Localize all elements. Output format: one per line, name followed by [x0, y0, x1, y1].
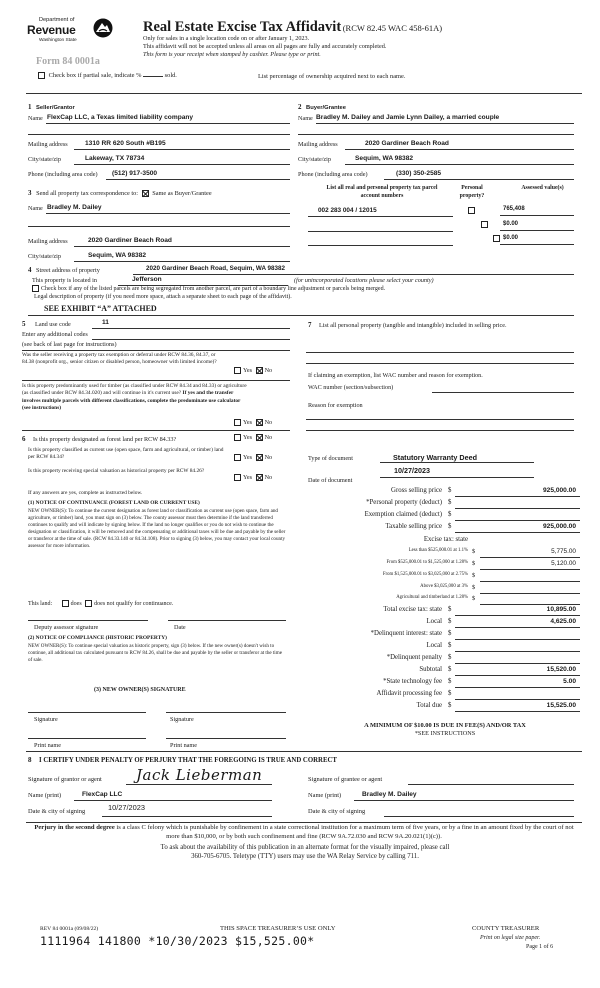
divider: [26, 93, 582, 94]
personal-property-heading: 7 List all personal property (tangible and intangible) included in selling price.: [308, 321, 507, 329]
tax-row-interest-state: *Delinquent interest: state $: [300, 630, 580, 641]
tax-row-total-due: Total due $ 15,525.00: [300, 702, 580, 713]
seller-name-label: Name: [28, 115, 43, 122]
print-legal-note: Print on legal size paper.: [480, 935, 541, 941]
new-owner-signature-heading: (3) NEW OWNER(S) SIGNATURE: [94, 687, 186, 693]
buyer-phone-field[interactable]: (330) 350-2585: [396, 170, 442, 177]
certify-heading: 8 I CERTIFY UNDER PENALTY OF PERJURY THAT THE FOREGOING IS TRUE AND CORRECT: [28, 756, 337, 764]
forest-q3-yes-checkbox[interactable]: [234, 474, 241, 481]
seller-city-label: City/state/zip: [28, 156, 61, 163]
logo-state-line: Washington State: [39, 38, 77, 43]
personal-property-col-header: Personal property?: [459, 185, 485, 199]
tax-row-penalty: *Delinquent penalty $: [300, 654, 580, 665]
treasurer-space-label: THIS SPACE TREASURER’S USE ONLY: [220, 925, 336, 932]
header-note-3: This form is your receipt when stamped by cashier. Please type or print.: [143, 51, 321, 58]
forest-q1: 6 Is this property designated as forest land per RCW 84.33?: [22, 435, 177, 443]
assessed-value-1[interactable]: 765,408: [503, 206, 525, 212]
tax-row-tech-fee: *State technology fee $ 5.00: [300, 678, 580, 689]
seller-mailing-label: Mailing address: [28, 141, 68, 148]
forest-q3-no-checkbox[interactable]: [256, 474, 263, 481]
segregated-row: Check box if any of the listed parcels are being segregated from another parcel, are part of a boundary line adjustment or parcels being merged.: [32, 285, 385, 293]
bracket-row-1: Less than $525,000.01 at 1.1% $ 5,775.00: [300, 548, 580, 559]
parcel-number-1[interactable]: 002 283 004 / 12015: [318, 207, 377, 214]
deputy-date-label: Date: [174, 624, 186, 631]
local-tax-field[interactable]: 4,625.00: [550, 618, 576, 625]
buyer-city-field[interactable]: Sequim, WA 98382: [355, 155, 414, 162]
document-date-label: Date of document: [308, 477, 353, 484]
grantor-name-field[interactable]: FlexCap LLC: [82, 791, 123, 798]
forest-q1-no-checkbox[interactable]: [256, 434, 263, 441]
located-in-label: This property is located in: [32, 277, 97, 284]
exemption-yes-no: Yes No: [232, 367, 272, 375]
corr-mailing-label: Mailing address: [28, 238, 68, 245]
logo-dept-line: Department of: [39, 17, 75, 23]
forest-q1-yes-checkbox[interactable]: [234, 434, 241, 441]
deputy-signature-label: Deputy assessor signature: [34, 624, 99, 631]
exemption-yes-checkbox[interactable]: [234, 367, 241, 374]
subtotal-field[interactable]: 15,520.00: [546, 666, 576, 673]
seller-heading: 1 Seller/Grantor: [28, 103, 75, 111]
excise-tax-label: Excise tax: state: [423, 536, 468, 543]
buyer-mailing-label: Mailing address: [298, 141, 338, 148]
notice-continuance-title: (1) NOTICE OF CONTINUANCE (FOREST LAND OR CURRENT USE): [28, 500, 200, 506]
buyer-heading: 2 Buyer/Grantee: [298, 103, 346, 111]
corr-city-label: City/state/zip: [28, 253, 61, 260]
forest-q3-yes-no: Yes No: [232, 474, 272, 482]
tax-row-exemption: Exemption claimed (deduct) $: [300, 511, 580, 522]
timber-no-checkbox[interactable]: [256, 419, 263, 426]
accessibility-notice: To ask about the availability of this publication in an alternate format for the visually impaired, please call 360-705-6705. Teletype (TTY) users may use the WA Relay Service by calling 711.: [160, 844, 450, 861]
segregated-checkbox[interactable]: [32, 285, 39, 292]
notice-continuance-text: NEW OWNER(S): To continue the current designation as forest land or classification as current use (open space, farm and agriculture, or timber) land, you must sign on (3) below. The county assessor must then determine if the land transferred continues to qualify and will indicate by signing below. If the land no longer qualifies or you do not wish to continue the designation or classification, it will be removed and the compensating or additional taxes will be due and payable by the seller or transferor at the time of sale. (RCW 84.33.140 or 84.34.108). Prior to signing (3) below, you may contact your local county assessor for more information.: [28, 508, 286, 550]
buyer-name-field[interactable]: Bradley M. Dailey and Jamie Lynn Dailey, a married couple: [316, 114, 500, 121]
exemption-no-checkbox[interactable]: [256, 367, 263, 374]
wac-number-label: WAC number (section/subsection): [308, 384, 394, 391]
owner-signature-label-2: Signature: [170, 716, 194, 723]
corr-city-field[interactable]: Sequim, WA 98382: [88, 252, 147, 259]
tax-row-gross: Gross selling price $ 925,000.00: [300, 487, 580, 498]
document-date-field[interactable]: 10/27/2023: [394, 466, 430, 475]
bracket-row-5: Agricultural and timberland at 1.28% $: [300, 595, 580, 606]
tax-row-interest-local: Local $: [300, 642, 580, 653]
street-row: 4 Street address of property: [28, 266, 100, 274]
grantor-date-label: Date & city of signing: [28, 808, 86, 815]
grantee-signature-label: Signature of grantee or agent: [308, 776, 383, 783]
revision-number: REV 84 0001a (09/08/22): [40, 926, 99, 932]
page-title: [143, 18, 442, 36]
buyer-phone-label: Phone (including area code): [298, 171, 368, 178]
see-instructions-note: *SEE INSTRUCTIONS: [414, 730, 476, 737]
grantee-name-label: Name (print): [308, 792, 342, 799]
assessed-value-col-header: Assessed value(s): [521, 185, 564, 191]
tech-fee-field[interactable]: 5.00: [563, 678, 576, 685]
gross-price-field[interactable]: 925,000.00: [542, 487, 576, 494]
tax-row-total-state: Total excise tax: state $ 10,895.00: [300, 606, 580, 617]
this-land-row: This land: does does not qualify for continuance.: [28, 600, 174, 607]
unincorporated-note: (for unincorporated locations please select your county): [294, 277, 434, 284]
assessed-value-2[interactable]: $0.00: [503, 221, 519, 227]
forest-q2-no-checkbox[interactable]: [256, 454, 263, 461]
document-type-label: Type of document: [308, 455, 353, 462]
parcel-col-header: List all real and personal property tax parcel account numbers: [326, 185, 438, 199]
timber-question: Is this property predominantly used for timber (as classified under RCW 84.34 and 84.33) or agriculture (as classified under RCW 84.34.020) and will continue in it's current use? If yes and the transfer involves multiple parcels with different classifications, complete the predominate use calculator (see instructions): [22, 383, 247, 411]
timber-yes-no: Yes No: [232, 419, 272, 427]
forest-q1-yes-no: Yes No: [232, 434, 272, 442]
tax-row-processing-fee: Affidavit processing fee $: [300, 690, 580, 701]
forest-q3: Is this property receiving special valuation as historical property per RCW 84.26?: [28, 468, 205, 474]
exhibit-text[interactable]: SEE EXHIBIT “A” ATTACHED: [44, 304, 157, 313]
corr-name-label: Name: [28, 205, 43, 212]
title-ref: (RCW 82.45 WAC 458-61A): [342, 23, 443, 33]
does-not-qualify-checkbox[interactable]: [85, 600, 92, 607]
tax-row-subtotal: Subtotal $ 15,520.00: [300, 666, 580, 677]
corr-mailing-field[interactable]: 2020 Gardiner Beach Road: [88, 237, 172, 244]
tax-row-personal: *Personal property (deduct) $: [300, 499, 580, 510]
land-use-row: 5 Land use code: [22, 320, 71, 328]
logo-revenue-text: Revenue: [27, 23, 76, 37]
personal-property-checkbox-3[interactable]: [493, 235, 500, 242]
does-qualify-checkbox[interactable]: [62, 600, 69, 607]
personal-property-checkbox-1[interactable]: [468, 207, 475, 214]
county-treasurer-label: COUNTY TREASURER: [472, 925, 540, 932]
seller-mailing-field[interactable]: 1310 RR 620 South #B195: [85, 140, 166, 147]
forest-q2: Is this property classified as current use (open space, farm and agricultural, or timber) land per RCW 84.34?: [28, 447, 224, 461]
form-number: Form 84 0001a: [36, 56, 100, 67]
additional-codes-label: Enter any additional codes: [22, 331, 88, 338]
grantor-name-label: Name (print): [28, 792, 62, 799]
revenue-logo: [27, 17, 117, 55]
owner-signature-label-1: Signature: [34, 716, 58, 723]
taxable-price-field[interactable]: 925,000.00: [542, 523, 576, 530]
buyer-mailing-field[interactable]: 2020 Gardiner Beach Road: [365, 140, 449, 147]
partial-sale-row: Check box if partial sale, indicate % sold.: [36, 72, 177, 80]
grantee-name-field[interactable]: Bradley M. Dailey: [362, 791, 417, 798]
notice-compliance-text: NEW OWNER(S): To continue special valuation as historic property, sign (3) below. If the new owner(s) doesn't wish to continue, all additional tax calculated pursuant to RCW 84.26, shall be due and payable by the seller or transferor at the time of sale.: [28, 643, 282, 664]
seller-name-field[interactable]: FlexCap LLC, a Texas limited liability company: [47, 114, 194, 121]
notice-compliance-title: (2) NOTICE OF COMPLIANCE (HISTORIC PROPERTY): [28, 635, 167, 641]
land-use-code-field[interactable]: 11: [102, 319, 109, 326]
grantor-signature-field[interactable]: Jack Lieberman: [136, 766, 263, 784]
total-due-field[interactable]: 15,525.00: [546, 702, 576, 709]
document-type-field[interactable]: Statutory Warranty Deed: [393, 453, 478, 462]
header-note-2: This affidavit will not be accepted unless all areas on all pages are fully and accurately completed.: [143, 43, 387, 50]
page-number: Page 1 of 6: [526, 944, 554, 950]
assessed-value-3[interactable]: $0.00: [503, 235, 519, 241]
owner-print-name-label-1: Print name: [34, 742, 61, 749]
partial-sale-checkbox[interactable]: [38, 72, 45, 79]
header-note-1: Only for sales in a single location code on or after January 1, 2023.: [143, 35, 310, 42]
owner-print-name-label-2: Print name: [170, 742, 197, 749]
street-address-field[interactable]: 2020 Gardiner Beach Road, Sequim, WA 98382: [146, 265, 286, 272]
same-as-buyer-checkbox[interactable]: [142, 190, 149, 197]
exemption-reason-label: Reason for exemption: [308, 402, 363, 409]
grantee-date-label: Date & city of signing: [308, 808, 366, 815]
ownership-note: List percentage of ownership acquired next to each name.: [258, 73, 406, 80]
tax-row-taxable: Taxable selling price $ 925,000.00: [300, 523, 580, 534]
timber-yes-checkbox[interactable]: [234, 419, 241, 426]
buyer-city-label: City/state/zip: [298, 156, 331, 163]
title-main: Real Estate Excise Tax Affidavit: [143, 19, 342, 35]
seller-city-field[interactable]: Lakeway, TX 78734: [85, 155, 145, 162]
bracket-row-2: From $525,000.01 to $1,525,000 at 1.28% $ 5,120.00: [300, 560, 580, 571]
partial-sale-percent-field[interactable]: [143, 76, 163, 77]
grantor-date-field[interactable]: 10/27/2023: [108, 803, 145, 812]
total-excise-state-field[interactable]: 10,895.00: [546, 606, 576, 613]
exemption-question: Was the seller receiving a property tax exemption or deferral under RCW 84.36, 84.37, or 84.38 (nonprofit org., senior citizen or disabled person, homeowner with limited income)?: [22, 352, 217, 366]
forest-q2-yes-no: Yes No: [232, 454, 272, 462]
minimum-fee-note: A MINIMUM OF $10.00 IS DUE IN FEE(S) AND/OR TAX: [364, 722, 526, 729]
correspondence-row: 3 Send all property tax correspondence to: Same as Buyer/Grantee: [28, 189, 212, 197]
forest-q2-yes-checkbox[interactable]: [234, 454, 241, 461]
tax-row-local: Local $ 4,625.00: [300, 618, 580, 629]
if-yes-note: If any answers are yes, complete as instructed below.: [28, 490, 143, 496]
county-field[interactable]: Jefferson: [132, 276, 162, 283]
bracket-row-3: From $1,525,000.01 to $3,025,000 at 2.75% $: [300, 572, 580, 583]
seller-phone-field[interactable]: (512) 917-3500: [112, 170, 158, 177]
see-back-note: (see back of last page for instructions): [22, 341, 117, 348]
wa-mountain-icon: [93, 17, 113, 39]
exemption-claim-label: If claiming an exemption, list WAC number and reason for exemption.: [308, 372, 483, 379]
legal-description-label: Legal description of property (if you need more space, attach a separate sheet to each page of the affidavit).: [34, 294, 292, 300]
grantor-signature-label: Signature of grantor or agent: [28, 776, 102, 783]
bracket-row-4: Above $3,025,000 at 3% $: [300, 584, 580, 595]
personal-property-checkbox-2[interactable]: [481, 221, 488, 228]
treasurer-stamp: 1111964 141800 *10/30/2023 $15,525.00*: [40, 934, 315, 948]
buyer-name-label: Name: [298, 115, 313, 122]
corr-name-field[interactable]: Bradley M. Dailey: [47, 204, 102, 211]
seller-phone-label: Phone (including area code): [28, 171, 98, 178]
perjury-notice: Perjury in the second degree is a class C felony which is punishable by confinement in a state correctional institution for a maximum term of five years, or by a fine in an amount fixed by the court of not more than $10,000, or by both such confinement and fine (RCW 9A.72.030 and RCW 9A.20.021(1)(c)).: [34, 824, 574, 840]
